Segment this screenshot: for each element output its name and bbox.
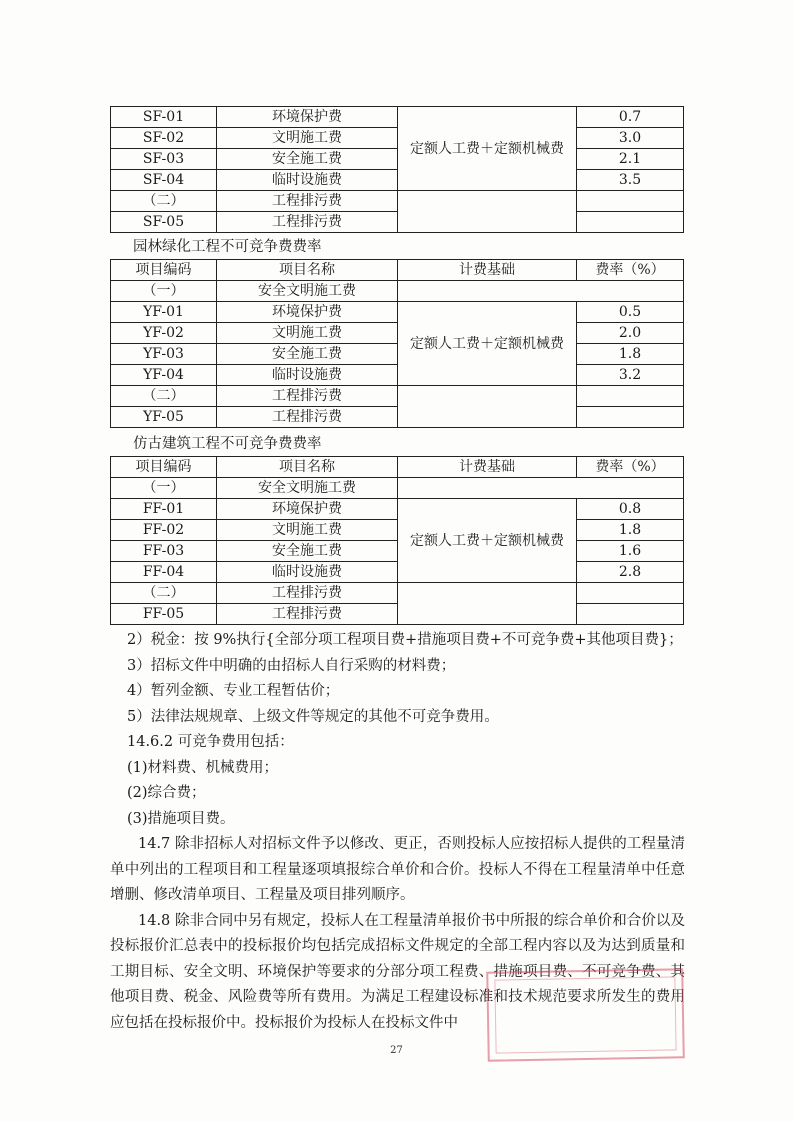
table-caption-ff: 仿古建筑工程不可竞争费费率 [133, 436, 322, 452]
table-row [111, 281, 684, 302]
rate-cell [577, 212, 684, 233]
basis-cell [398, 191, 577, 233]
code-cell: SF-01 [111, 107, 217, 128]
code-cell: SF-03 [111, 149, 217, 170]
code-cell: YF-02 [111, 323, 217, 344]
name-cell: 文明施工费 [217, 323, 398, 344]
table-row [111, 583, 684, 604]
rate-cell [577, 583, 684, 604]
table-row [111, 562, 684, 583]
rate-cell: 2.8 [577, 562, 684, 583]
list-item-provisional: 4）暂列金额、专业工程暂估价； [127, 683, 340, 699]
name-cell: 工程排污费 [217, 191, 398, 212]
table-row [111, 170, 684, 191]
paragraph-14-8: 14.8 除非合同中另有规定，投标人在工程量清单报价书中所报的综合单价和合价以及投标报价汇总表中的投标报价均包括完成招标文件规定的全部工程内容以及为达到质量和工期目标、安全文明、环境保护等要求的分部分项工程费、措施项目费、不可竞争费、其他项目费、税金、风险费等所有费用。为满足工程建设标准和技术规范要求所发生的费用应包括在投标报价中。投标报价为投标人在投标文件中 [110, 912, 685, 1031]
rate-cell: 2.1 [577, 149, 684, 170]
table-row [111, 541, 684, 562]
list-item-tax: 2）税金：按 9%执行{全部分项工程项目费+措施项目费+不可竞争费+其他项目费}； [127, 632, 683, 648]
table-row [111, 191, 684, 212]
code-cell: （一） [111, 281, 217, 302]
code-cell: FF-01 [111, 499, 217, 520]
rate-cell [577, 191, 684, 212]
basis-cell [398, 583, 577, 625]
code-cell: YF-05 [111, 407, 217, 428]
header-rate: 费率（%） [577, 260, 684, 281]
table-row [111, 520, 684, 541]
code-cell: FF-05 [111, 604, 217, 625]
name-cell: 环境保护费 [217, 107, 398, 128]
rate-cell: 2.0 [577, 323, 684, 344]
table-caption-yf: 园林绿化工程不可竞争费费率 [133, 239, 322, 255]
header-name: 项目名称 [217, 260, 398, 281]
name-cell: 临时设施费 [217, 170, 398, 191]
code-cell: （二） [111, 583, 217, 604]
name-cell: 环境保护费 [217, 499, 398, 520]
name-cell: 安全文明施工费 [217, 281, 398, 302]
list-item-measures: (3)措施项目费。 [127, 810, 235, 827]
name-cell: 文明施工费 [217, 128, 398, 149]
rate-cell [577, 386, 684, 407]
name-cell: 安全文明施工费 [217, 478, 398, 499]
rate-cell [577, 407, 684, 428]
rate-cell: 1.6 [577, 541, 684, 562]
name-cell: 工程排污费 [217, 604, 398, 625]
page-number: 27 [390, 1045, 403, 1056]
table-row [111, 499, 684, 520]
table-row [111, 212, 684, 233]
section-heading-14-6-2: 14.6.2 可竞争费用包括： [127, 734, 294, 750]
name-cell: 安全施工费 [217, 541, 398, 562]
basis-cell [398, 386, 577, 428]
name-cell: 环境保护费 [217, 302, 398, 323]
rate-cell: 0.5 [577, 302, 684, 323]
table-row [111, 407, 684, 428]
code-cell: FF-04 [111, 562, 217, 583]
table-row [111, 107, 684, 128]
body-text [110, 628, 685, 1036]
table-row [111, 365, 684, 386]
table-row [111, 323, 684, 344]
table-header-row [111, 260, 684, 281]
name-cell: 工程排污费 [217, 212, 398, 233]
header-basis: 计费基础 [398, 457, 577, 478]
name-cell: 安全施工费 [217, 149, 398, 170]
name-cell: 临时设施费 [217, 562, 398, 583]
code-cell: （二） [111, 191, 217, 212]
table-sf [110, 106, 684, 233]
rate-cell [577, 604, 684, 625]
rate-cell: 0.8 [577, 499, 684, 520]
table-row [111, 128, 684, 149]
list-item-machinery: (1)材料费、机械费用； [127, 759, 279, 776]
rate-cell: 3.0 [577, 128, 684, 149]
table-header-row [111, 457, 684, 478]
table-row [111, 478, 684, 499]
table-row [111, 149, 684, 170]
header-basis: 计费基础 [398, 260, 577, 281]
code-cell: （二） [111, 386, 217, 407]
code-cell: FF-02 [111, 520, 217, 541]
table-row [111, 344, 684, 365]
rate-cell: 3.5 [577, 170, 684, 191]
list-item-materials: 3）招标文件中明确的由招标人自行采购的材料费； [127, 657, 456, 674]
table-yf [110, 259, 684, 428]
code-cell: YF-04 [111, 365, 217, 386]
empty-cell [398, 478, 684, 499]
code-cell: （一） [111, 478, 217, 499]
name-cell: 安全施工费 [217, 344, 398, 365]
basis-cell: 定额人工费＋定额机械费 [398, 302, 577, 386]
paragraph-14-7: 14.7 除非招标人对招标文件予以修改、更正，否则投标人应按招标人提供的工程量清单中列出的工程项目和工程量逐项填报综合单价和合价。投标人不得在工程量清单中任意增删、修改清单项目、工程量及项目排列顺序。 [110, 836, 685, 903]
name-cell: 临时设施费 [217, 365, 398, 386]
code-cell: YF-01 [111, 302, 217, 323]
header-code: 项目编码 [111, 260, 217, 281]
basis-cell: 定额人工费＋定额机械费 [398, 107, 577, 191]
list-item-legal-fees: 5）法律法规规章、上级文件等规定的其他不可竞争费用。 [127, 708, 499, 725]
code-cell: FF-03 [111, 541, 217, 562]
header-name: 项目名称 [217, 457, 398, 478]
basis-cell: 定额人工费＋定额机械费 [398, 499, 577, 583]
code-cell: YF-03 [111, 344, 217, 365]
code-cell: SF-05 [111, 212, 217, 233]
empty-cell [398, 281, 684, 302]
list-item-composite: (2)综合费； [127, 785, 206, 801]
table-row [111, 604, 684, 625]
name-cell: 工程排污费 [217, 583, 398, 604]
rate-cell: 3.2 [577, 365, 684, 386]
table-row [111, 386, 684, 407]
name-cell: 文明施工费 [217, 520, 398, 541]
table-ff [110, 456, 684, 625]
header-rate: 费率（%） [577, 457, 684, 478]
code-cell: SF-02 [111, 128, 217, 149]
rate-cell: 0.7 [577, 107, 684, 128]
rate-cell: 1.8 [577, 520, 684, 541]
rate-cell: 1.8 [577, 344, 684, 365]
header-code: 项目编码 [111, 457, 217, 478]
name-cell: 工程排污费 [217, 386, 398, 407]
code-cell: SF-04 [111, 170, 217, 191]
table-row [111, 302, 684, 323]
name-cell: 工程排污费 [217, 407, 398, 428]
